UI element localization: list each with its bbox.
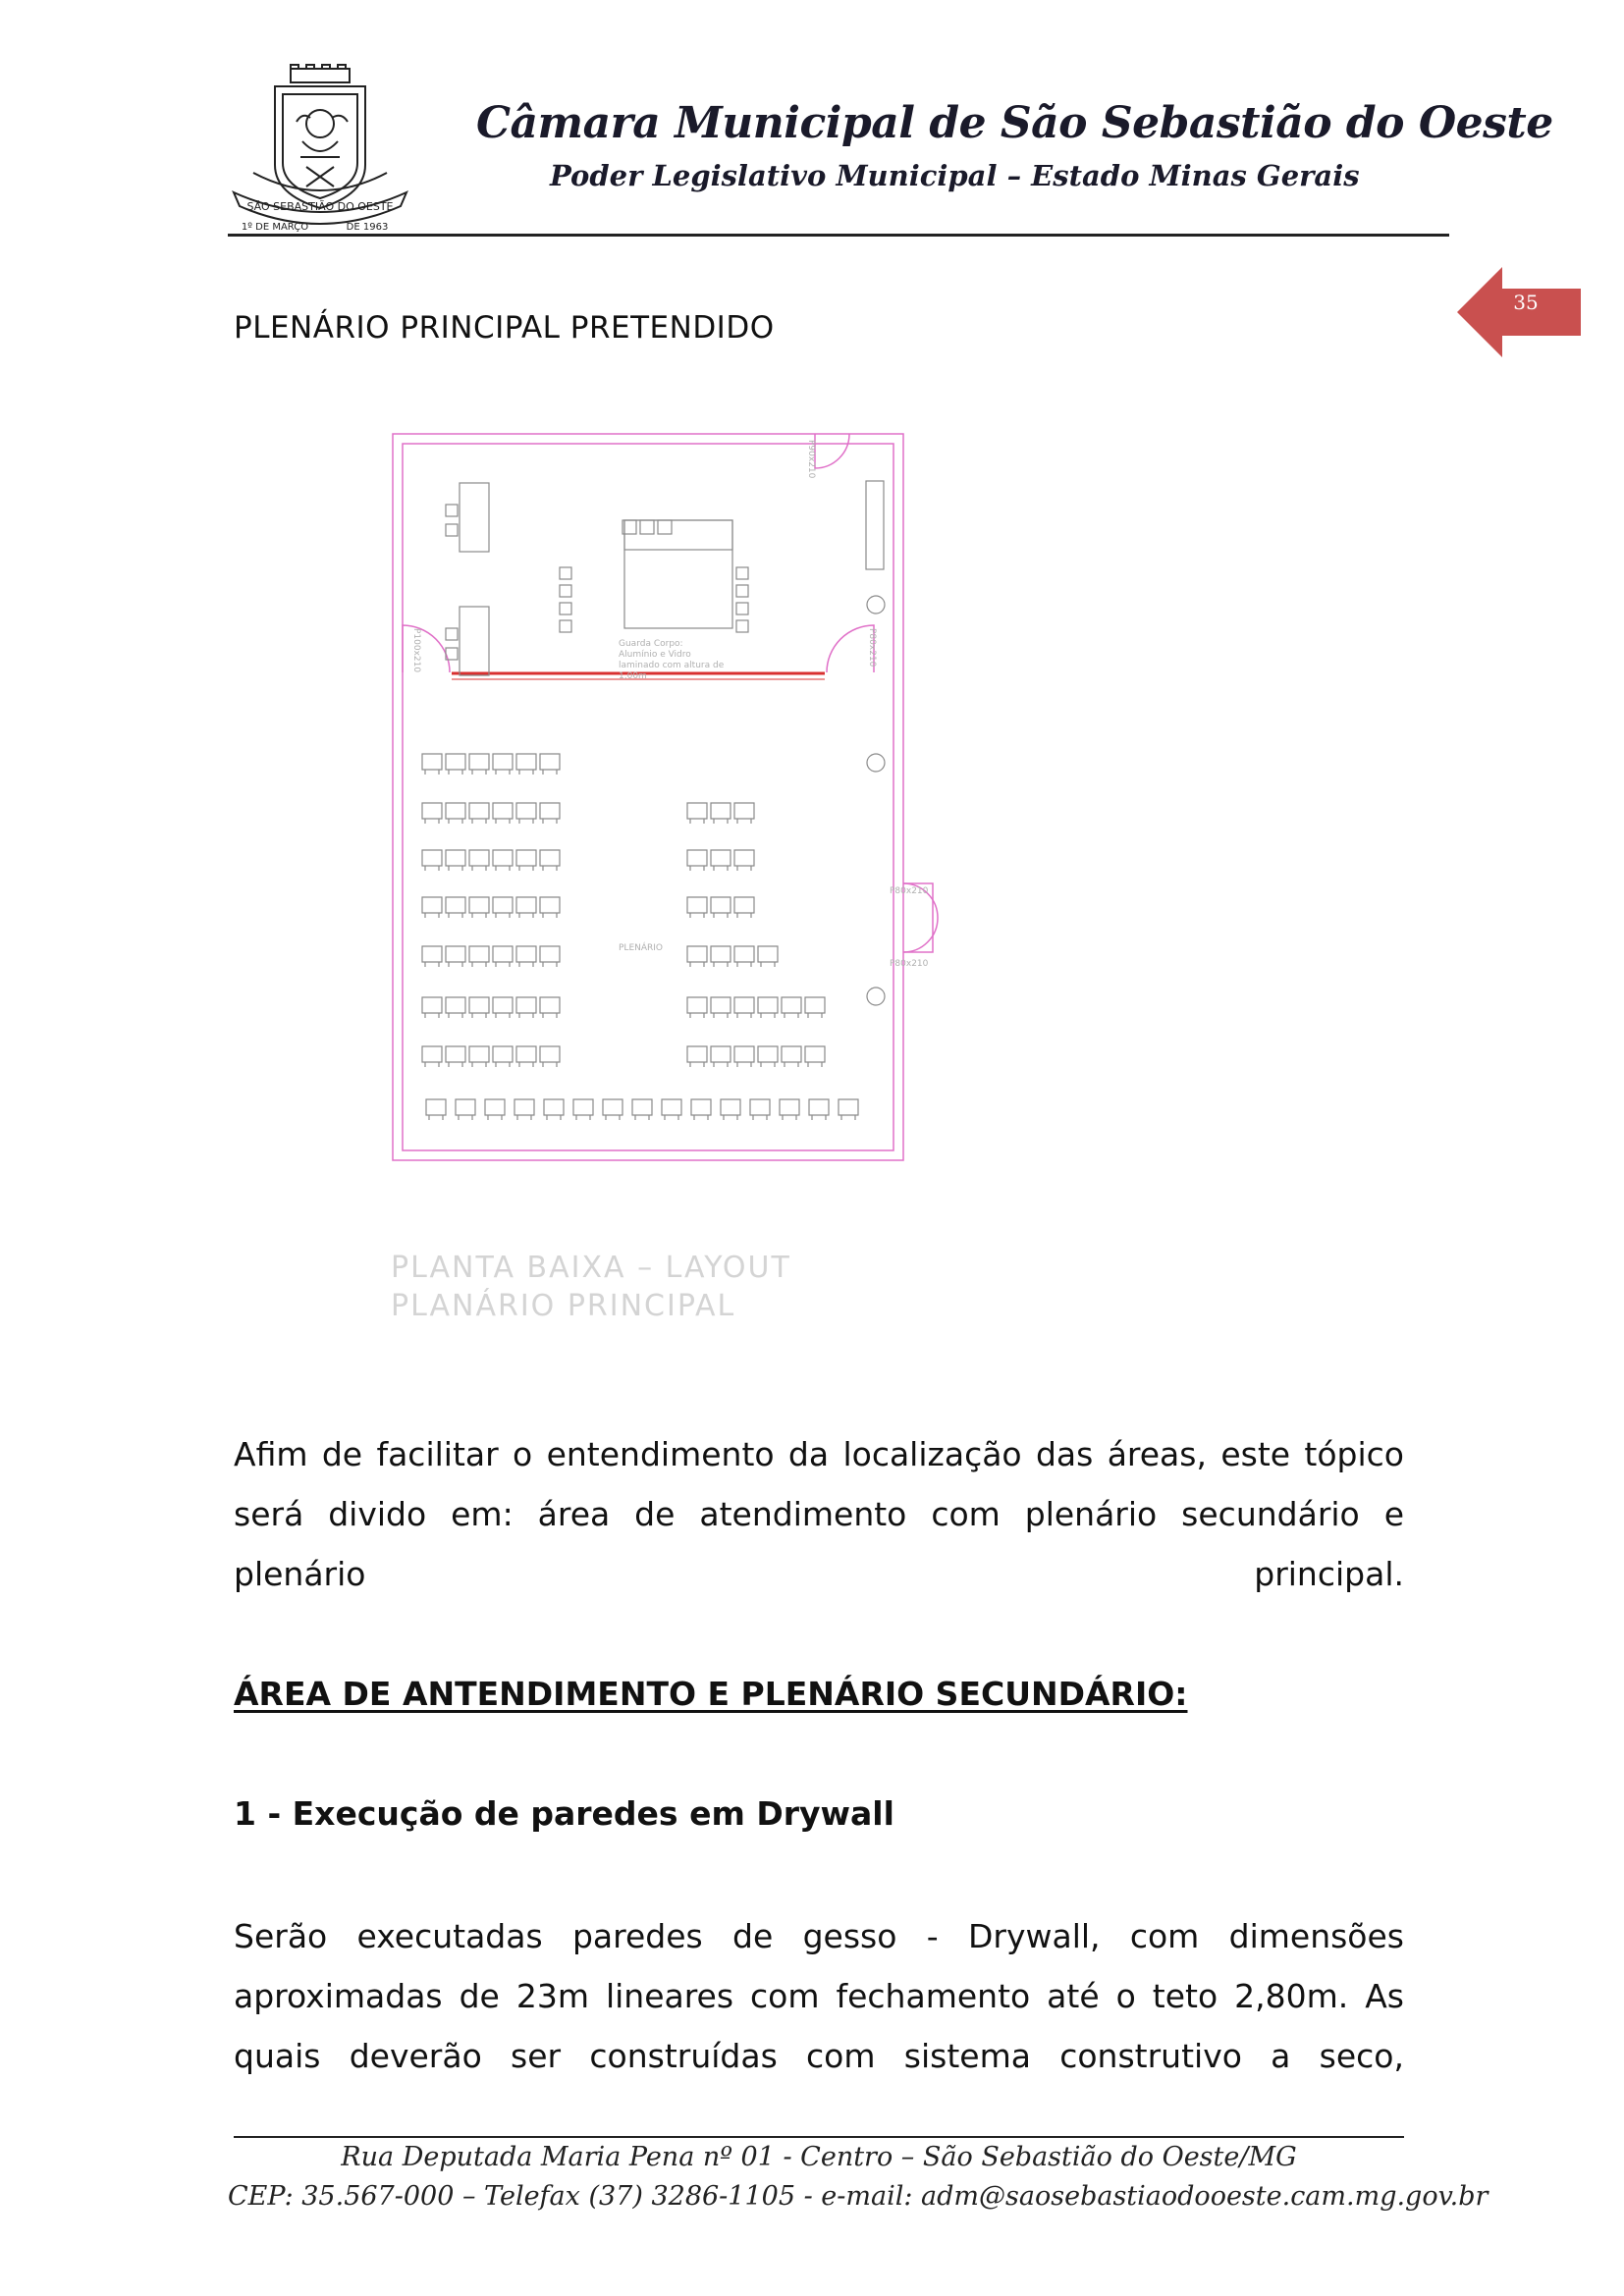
plan-seat bbox=[446, 897, 465, 918]
plan-seat bbox=[711, 997, 731, 1018]
footer-contact: CEP: 35.567-000 – Telefax (37) 3286-1105 - e-mail: adm@saosebastiaodooeste.cam.mg.gov.br bbox=[228, 2181, 1489, 2212]
plan-seat bbox=[493, 897, 513, 918]
plan-seat bbox=[446, 946, 465, 967]
plan-seat bbox=[805, 997, 825, 1018]
plan-seat bbox=[573, 1099, 593, 1120]
plan-seat bbox=[687, 803, 707, 824]
plan-seat bbox=[809, 1099, 829, 1120]
plan-seat bbox=[721, 1099, 740, 1120]
plan-door-label-5: P80x210 bbox=[890, 959, 929, 969]
plan-seat bbox=[469, 1046, 489, 1067]
plan-seat bbox=[493, 754, 513, 774]
footer-divider bbox=[234, 2136, 1404, 2138]
plan-seat bbox=[422, 850, 442, 871]
plan-caption-line2: PLANÁRIO PRINCIPAL bbox=[391, 1289, 736, 1323]
plan-seat bbox=[540, 997, 560, 1018]
plan-seat bbox=[711, 1046, 731, 1067]
plan-seat bbox=[734, 997, 754, 1018]
plan-seat bbox=[734, 897, 754, 918]
plan-seat bbox=[687, 850, 707, 871]
plan-seat bbox=[758, 997, 778, 1018]
intro-paragraph: Afim de facilitar o entendimento da localização das áreas, este tópico será divido em: área de atendimento com plenário secundário e plenário principal. bbox=[234, 1435, 1404, 1593]
plan-seat bbox=[469, 754, 489, 774]
plan-seat bbox=[516, 1046, 536, 1067]
plan-seat bbox=[422, 754, 442, 774]
plan-seat bbox=[469, 803, 489, 824]
plan-seat bbox=[734, 946, 754, 967]
plan-seat bbox=[516, 803, 536, 824]
plan-note-1: Guarda Corpo: bbox=[619, 639, 683, 649]
section-label: PLENÁRIO PRINCIPAL PRETENDIDO bbox=[234, 310, 775, 346]
plan-seat bbox=[516, 850, 536, 871]
plan-room-label: PLENÁRIO bbox=[619, 943, 664, 953]
plan-seat bbox=[839, 1099, 858, 1120]
plan-seat bbox=[469, 850, 489, 871]
plan-seat bbox=[469, 897, 489, 918]
plan-seat bbox=[711, 897, 731, 918]
plan-seat bbox=[446, 850, 465, 871]
plan-seat bbox=[514, 1099, 534, 1120]
plan-seat bbox=[540, 897, 560, 918]
plan-seat bbox=[446, 997, 465, 1018]
plan-seat bbox=[687, 997, 707, 1018]
plan-seat bbox=[422, 1046, 442, 1067]
plan-seat bbox=[780, 1099, 799, 1120]
plan-seat bbox=[687, 946, 707, 967]
plan-seat bbox=[805, 1046, 825, 1067]
plan-seat bbox=[516, 897, 536, 918]
plan-seat bbox=[540, 946, 560, 967]
plan-seat bbox=[782, 1046, 801, 1067]
plan-door-label-3: P80x210 bbox=[867, 628, 877, 667]
section-heading: ÁREA DE ANTENDIMENTO E PLENÁRIO SECUNDÁRIO: bbox=[234, 1675, 1188, 1713]
plan-seat bbox=[516, 997, 536, 1018]
plan-seat bbox=[485, 1099, 505, 1120]
plan-seat bbox=[493, 803, 513, 824]
plan-note-4: 1,00m bbox=[619, 671, 647, 681]
plan-seat bbox=[782, 997, 801, 1018]
plan-seat bbox=[422, 997, 442, 1018]
seal-text-date: 1º DE MARÇO bbox=[241, 222, 309, 233]
plan-seat bbox=[540, 754, 560, 774]
plan-seat bbox=[734, 850, 754, 871]
plan-seat bbox=[446, 754, 465, 774]
plan-door-label-2: P100x210 bbox=[411, 628, 421, 673]
drywall-paragraph: Serão executadas paredes de gesso - Drywall, com dimensões aproximadas de 23m lineares com fechamento até o teto 2,80m. As quais deverão ser construídas com sistema construtivo a seco, bbox=[234, 1917, 1404, 2075]
plan-seat bbox=[493, 997, 513, 1018]
plan-seat bbox=[662, 1099, 681, 1120]
footer-address: Rua Deputada Maria Pena nº 01 - Centro – São Sebastião do Oeste/MG bbox=[341, 2142, 1297, 2172]
plan-seat bbox=[426, 1099, 446, 1120]
plan-seat bbox=[687, 897, 707, 918]
plan-seat bbox=[516, 946, 536, 967]
plan-seat bbox=[691, 1099, 711, 1120]
plan-seat bbox=[456, 1099, 475, 1120]
plan-seat bbox=[422, 946, 442, 967]
municipal-seal-logo bbox=[224, 63, 416, 238]
seal-text-year: DE 1963 bbox=[346, 222, 389, 233]
seal-text-main: SÃO SEBASTIÃO DO OESTE bbox=[246, 200, 394, 213]
plan-caption-line1: PLANTA BAIXA – LAYOUT bbox=[391, 1251, 791, 1285]
plan-seat bbox=[687, 1046, 707, 1067]
plan-seat bbox=[603, 1099, 623, 1120]
plan-note-3: laminado com altura de bbox=[619, 661, 725, 670]
page-number: 35 bbox=[1513, 291, 1539, 314]
plan-seat bbox=[734, 803, 754, 824]
plan-door-label-1: P90x210 bbox=[806, 440, 816, 479]
plan-seat bbox=[422, 897, 442, 918]
plan-seat bbox=[516, 754, 536, 774]
plan-seat bbox=[711, 850, 731, 871]
plan-seat bbox=[469, 946, 489, 967]
plan-note-2: Alumínio e Vidro bbox=[619, 650, 691, 660]
plan-seat bbox=[711, 946, 731, 967]
plan-seat bbox=[758, 946, 778, 967]
plan-seat bbox=[493, 946, 513, 967]
plan-seat bbox=[469, 997, 489, 1018]
header-divider bbox=[228, 234, 1449, 237]
plan-seat bbox=[632, 1099, 652, 1120]
plan-seat bbox=[493, 850, 513, 871]
header-title: Câmara Municipal de São Sebastião do Oeste bbox=[476, 98, 1553, 148]
plan-seat bbox=[750, 1099, 770, 1120]
plan-seat bbox=[540, 1046, 560, 1067]
plan-seat bbox=[493, 1046, 513, 1067]
plan-seat bbox=[540, 803, 560, 824]
plan-door-label-4: P80x210 bbox=[890, 886, 929, 896]
plan-seat bbox=[544, 1099, 564, 1120]
plan-seat bbox=[446, 803, 465, 824]
plan-seat bbox=[711, 803, 731, 824]
plan-seat bbox=[446, 1046, 465, 1067]
subsection-heading: 1 - Execução de paredes em Drywall bbox=[234, 1794, 894, 1833]
plan-seat bbox=[734, 1046, 754, 1067]
plan-seat bbox=[422, 803, 442, 824]
plan-seating bbox=[422, 754, 858, 1120]
plan-seat bbox=[758, 1046, 778, 1067]
header-subtitle: Poder Legislativo Municipal – Estado Minas Gerais bbox=[550, 159, 1360, 192]
plan-seat bbox=[540, 850, 560, 871]
floor-plan-drawing bbox=[383, 422, 952, 1168]
